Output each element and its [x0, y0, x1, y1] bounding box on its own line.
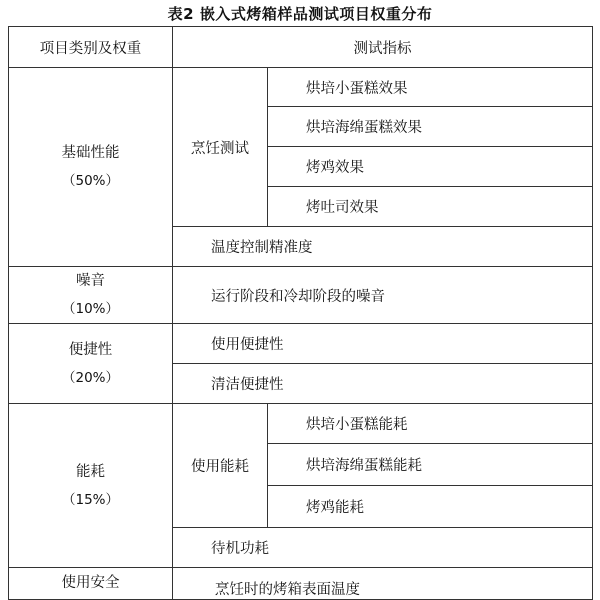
indicator-cell: 待机功耗 [173, 528, 593, 568]
category-weight: （50%） [61, 173, 119, 189]
indicator-cell: 运行阶段和冷却阶段的噪音 [173, 267, 593, 324]
indicator-cell [173, 568, 593, 600]
indicator-cell: 烤吐司效果 [268, 187, 593, 227]
category-energy [9, 404, 173, 568]
category-weight: （15%） [61, 491, 119, 508]
category-name: 基础性能 [61, 145, 120, 161]
indicator-cell: 烘培小蛋糕能耗 [268, 404, 593, 444]
category-noise [9, 267, 173, 324]
table-row [9, 324, 593, 364]
category-name: 使用安全 [61, 575, 120, 591]
indicator-cell: 清洁便捷性 [173, 364, 593, 404]
category-convenience [9, 324, 173, 404]
table-row [9, 404, 593, 444]
header-category: 项目类别及权重 [9, 27, 173, 68]
category-basic-performance [9, 68, 173, 267]
indicator-cell: 温度控制精准度 [173, 227, 593, 267]
table-row [9, 568, 593, 600]
category-weight: （10%） [61, 301, 119, 317]
header-indicators: 测试指标 [173, 27, 593, 68]
category-name: 噪音 [76, 273, 105, 289]
indicator-cell: 烘培小蛋糕效果 [268, 68, 593, 107]
table-row [9, 267, 593, 324]
indicator-cell: 烘培海绵蛋糕能耗 [268, 444, 593, 486]
indicator-cell: 烘培海绵蛋糕效果 [268, 107, 593, 147]
table-row [9, 68, 593, 107]
group-cooking-test: 烹饪测试 [173, 68, 268, 227]
category-safety [9, 568, 173, 600]
table-header-row [9, 27, 593, 68]
indicator-cell: 烤鸡效果 [268, 147, 593, 187]
indicator-cell: 使用便捷性 [173, 324, 593, 364]
indicator-cell: 烤鸡能耗 [268, 486, 593, 528]
category-weight: （20%） [61, 369, 119, 386]
table-title: 表2 嵌入式烤箱样品测试项目权重分布 [167, 5, 433, 23]
category-name: 便捷性 [68, 341, 113, 358]
group-usage-energy: 使用能耗 [173, 404, 268, 528]
indicator-text: 烹饪时的烤箱表面温度 [215, 582, 360, 598]
category-name: 能耗 [76, 463, 105, 480]
weight-table [8, 26, 593, 600]
